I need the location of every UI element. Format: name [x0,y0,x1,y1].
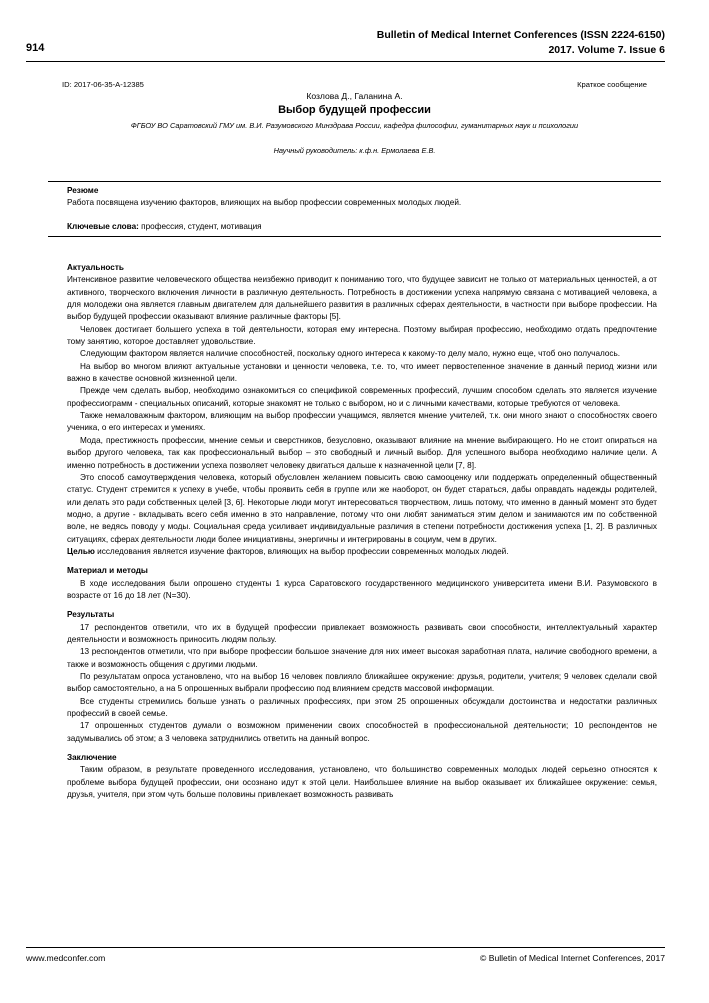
paragraph: Человек достигает большего успеха в той деятельности, которая ему интересна. Поэтому выбирая профессию, необходимо отдать предпочтение тому занятию, которое доставляет удовольствие. [67,324,657,347]
article-type: Краткое сообщение [577,80,647,89]
paragraph: 17 опрошенных студентов думали о возможном применении своих способностей в профессиональной деятельности; 10 респондентов не задумывались об этом; а 3 человека затруднились ответить на данный вопрос. [67,721,657,743]
section-heading-results: Результаты [67,610,115,620]
paragraph: На выбор во многом влияют актуальные установки и ценности человека, т.е. то, что имеет первостепенное значение в данный период жизни или важно в качестве основной жизненной цели. [67,361,657,384]
goal-text: исследования является изучение факторов, влияющих на выбор профессии современных молодых людей. [94,546,509,556]
goal-label: Целью [67,546,95,556]
footer-copyright: © Bulletin of Medical Internet Conferences, 2017 [480,953,665,963]
affiliation: ФГБОУ ВО Саратовский ГМУ им. В.И. Разумовского Минздрава России, кафедра философии, гуманитарных наук и психологии [130,121,579,130]
journal-title: Bulletin of Medical Internet Conferences (ISSN 2224-6150) [376,29,665,41]
paragraph: Все студенты стремились больше узнать о различных профессиях, при этом 25 опрошенных обсуждали достоинства и недостатки различных профессий в своей семье. [67,696,657,719]
abstract-text: Работа посвящена изучению факторов, влияющих на выбор профессии современных молодых людей. [67,198,462,208]
paragraph: Следующим фактором является наличие способностей, поскольку одного интереса к какому-то делу мало, нужно еще, чтоб оно получалось. [80,349,621,359]
goal-paragraph [67,546,657,558]
keywords-label: Ключевые слова: [67,222,139,232]
paragraph [67,274,657,323]
abstract-block [67,185,657,234]
footer-website: www.medconfer.com [26,953,106,963]
paragraph: По результатам опроса установлено, что на выбор 16 человек повлияло ближайшее окружение: друзья, родители, учителя; 9 человек сделали свой выбор самостоятельно, а на 5 опрошенных выбрали профессию под влиянием средств массовой информации. [67,672,657,694]
article-body [67,262,657,801]
paragraph: В ходе исследования были опрошено студенты 1 курса Саратовского государственного медицинского университета имени В.И. Разумовского в возрасте от 16 до 18 лет (N=30). [67,578,657,600]
abstract-top-divider [48,181,661,182]
journal-issue: 2017. Volume 7. Issue 6 [548,44,665,56]
paragraph: Мода, престижность профессии, мнение семьи и сверстников, безусловно, оказывают влияние на мнение выбирающего. Но не стоит опираться на выбор другого человека, так как профессиональный выбор – это свободный и личный выбор. Для успешного выбора необходимо наличие цели. А именно потребность в достижении успеха позволяет человеку двигаться дальше к назначенной цели [7, 8]. [67,435,657,470]
journal-header [377,28,665,58]
paragraph: Также немаловажным фактором, влияющим на выбор профессии учащимся, является мнение учителей, т.к. они много знают о способностях своего ученика, о его интересах и умениях. [67,411,657,433]
authors: Козлова Д., Галанина А. [306,91,403,101]
paragraph: 13 респондентов отметили, что при выборе профессии большое значение для них имеет высокая заработная плата, наличие свободного времени, а также и возможность общения с другими людьми. [67,647,657,669]
footer-divider [26,947,665,948]
paragraph-text: Интенсивное развитие человеческого общества неизбежно приводит к пониманию того, что будущее зависит не только от материальных ценностей, а от активного, творческого включения личности в различную деятельность. Потребность в достижении успеха напрямую связана с мотивацией человека, а для молодежи она является главным двигателем для дальнейшего развития в различных сферах деятельности, в частности при выборе профессии. На выбор будущей профессии оказывают влияние различные факторы [5]. [67,275,657,322]
section-heading-relevance: Актуальность [67,263,124,272]
section-heading-conclusion: Заключение [67,753,117,763]
article-title: Выбор будущей профессии [278,104,431,116]
section-heading-methods: Материал и методы [67,566,148,576]
paragraph: Прежде чем сделать выбор, необходимо ознакомиться со спецификой современных профессий, лучшим способом сделать это является изучение профессиограмм - специальных описаний, которые знакомят не только с выбором, но и с личными качествами, которые требуются от человека. [67,386,657,408]
paragraph: Это способ самоутверждения человека, который обусловлен желанием повысить свою самооценку или поддержать определенный общественный статус. Студент стремится к успеху в учебе, чтобы проявить себя в группе или же наоборот, он будет стараться, дабы оправдать надежды родителей, или делать это ради собственных целей [3, 6]. Некоторые люди могут интересоваться творчеством, лишь потому, что именно в данный момент это будет модно, а другие - вкладывать всего себя именно в это направление, потому что они любят заниматься этим делом и занимаются им по собственной воле, не ведясь поводу у моды. Социальная среда усиливает индивидуальные различия в степени потребности достижения успеха [1, 2]. В различных ситуациях, сферах деятельности люди более инициативны, энергичны и интегрированы в социум, чем в других. [67,472,657,544]
abstract-heading: Резюме [67,186,99,195]
abstract-bottom-divider [48,236,661,237]
article-id: ID: 2017-06-35-A-12385 [62,80,144,89]
header-divider [26,61,665,62]
paragraph: Таким образом, в результате проведенного исследования, установлено, что большинство современных молодых людей серьезно относятся к проблеме выбора будущей профессии, они осознано идут к этой цели. Наибольшее влияние на выбор оказывает их ближайшее окружение: семья, друзья, учителя, при этом чуть больше половины привлекает возможность развивать [67,765,657,800]
keywords-line [67,221,657,233]
page-number: 914 [26,42,45,54]
scientific-advisor: Научный руководитель: к.ф.н. Ермолаева Е.В. [273,146,436,155]
keywords: профессия, студент, мотивация [138,222,262,232]
paragraph: 17 респондентов ответили, что их в будущей профессии привлекает возможность развивать свои способности, интеллектуальный характер деятельности и возможность приносить людям пользу. [67,622,657,644]
